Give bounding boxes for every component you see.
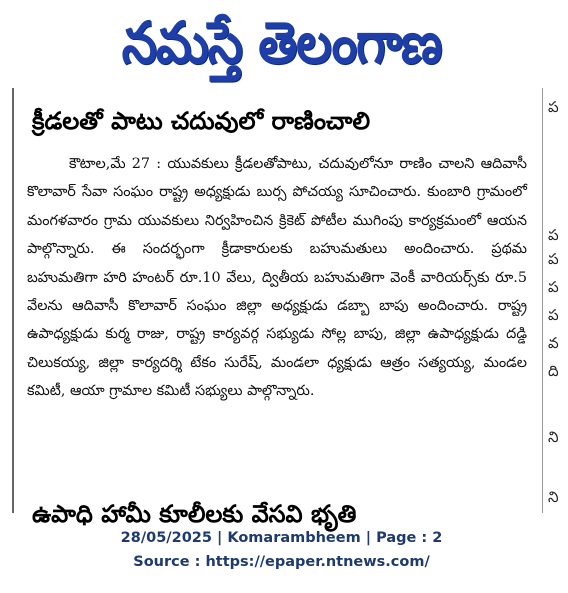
left-rule	[12, 88, 14, 513]
masthead	[0, 0, 563, 86]
adjacent-glyph: ప	[548, 278, 559, 296]
adjacent-glyph: ని	[548, 428, 559, 446]
adjacent-glyph: ప	[548, 226, 559, 244]
adjacent-column	[548, 88, 568, 513]
adjacent-glyph: వ	[548, 334, 559, 352]
footer-date-page: 28/05/2025 | Komarambheem | Page : 2	[120, 530, 443, 546]
clipping	[12, 88, 563, 528]
column-rule	[542, 88, 543, 513]
adjacent-glyph: ప	[548, 98, 559, 116]
footer-source: Source : https://epaper.ntnews.com/	[133, 554, 430, 570]
next-article-headline: ఉపాధి హామీ కూలీలకు వేసవి భృతి	[32, 500, 357, 528]
article-body: కౌటాల,మే 27 : యువకులు క్రీడలతోపాటు, చదువులోనూ రాణిం చాలని ఆదివాసీ కొలావార్ సేవా సంఘం రాష్ట్ర అధ్యక్షుడు బుర్స పోచయ్య సూచించారు. కుంబారి గ్రామంలో మంగళవారం గ్రామ యువకులు నిర్వహించిన క్రికెట్ పోటీల ముగింపు కార్యక్రమంలో ఆయన పాల్గొన్నారు. ఈ సందర్భంగా క్రీడాకారులకు బహుమతులు అందించారు. ప్రథమ బహుమతిగా హరి హంటర్ రూ.10 వేలు, ద్వితీయ బహుమతిగా వెంకీ వారియర్స్‌కు రూ.5 వేలను ఆదివాసీ కొలావార్ సంఘం జిల్లా అధ్యక్షుడు డబ్బా బాపు అందించారు. రాష్ట్ర ఉపాధ్యక్షుడు కుర్మ రాజు, రాష్ట్ర కార్యవర్గ సభ్యుడు సోల్ల బాపు, జిల్లా ఉపాధ్యక్షుడు దడ్డి చిలుకయ్య, జిల్లా కార్యదర్శి టేకం సురేష్, మండలా ధ్యక్షుడు ఆత్రం సత్యయ్య, మండల కమిటీ, ఆయా గ్రామాల కమిటీ సభ్యులు పాల్గొన్నారు.	[27, 156, 527, 400]
adjacent-glyph: ని	[548, 488, 559, 506]
adjacent-glyph: ప	[548, 250, 559, 268]
footer	[0, 526, 563, 574]
adjacent-glyph: ది	[548, 362, 559, 380]
article-headline: క్రీడలతో పాటు చదువులో రాణించాలి	[32, 107, 371, 135]
newspaper-logo: నమస్తే తెలంగాణ	[121, 9, 442, 77]
adjacent-glyph: ప	[548, 306, 559, 324]
